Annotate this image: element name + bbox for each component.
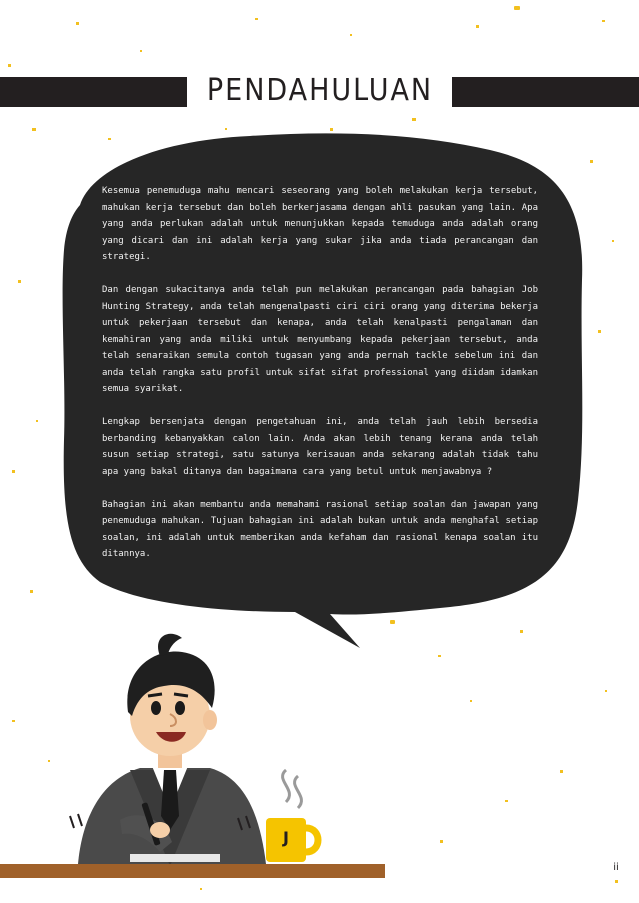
intro-text	[102, 183, 538, 579]
businessman-illustration	[60, 620, 390, 870]
paragraph: Dan dengan sukacitanya anda telah pun melakukan perancangan pada bahagian Job Hunting Strategy, anda telah mengenalpasti ciri ciri orang yang diterima bekerja untuk pekerjaan tersebut dan kenapa, anda telah kenalpasti pengalaman dan kemahiran yang anda miliki untuk menyumbang kepada pekerjaan tersebut, anda telah senaraikan semula contoh tugasan yang anda pernah tackle sebelum ini dan anda telah rangka satu profil untuk sifat sifat professional yang diidam idamkan semua syarikat.	[102, 285, 538, 394]
paragraph: Bahagian ini akan membantu anda memahami rasional setiap soalan dan jawapan yang penemuduga mahukan. Tujuan bahagian ini adalah bukan untuk anda menghafal setiap soalan, ini adalah untuk memberikan anda kefaham dan rasional kenapa soalan itu ditannya.	[102, 499, 538, 559]
paragraph: Kesemua penemuduga mahu mencari seseorang yang boleh melakukan kerja tersebut, mahukan kerja tersebut dan boleh berkerjasama dengan ahli pasukan yang lain. Apa yang anda perlukan adalah untuk menunjukkan kepada temuduga anda adalah orang yang dicari dan ini adalah kerja yang sukar jika anda tiada perancangan dan strategi.	[102, 186, 538, 262]
page-number: ii	[613, 862, 619, 873]
paragraph: Lengkap bersenjata dengan pengetahuan ini, anda telah jauh lebih bersedia berbanding kebanyakkan calon lain. Anda akan lebih tenang kerana anda telah susun setiap strategi, satu satunya kerisauan anda sekarang adalah tidak tahu apa yang bakal ditanya dan bagaimana cara yang betul untuk menjawabnya ?	[102, 417, 538, 477]
page-title: PENDAHULUAN	[206, 73, 434, 108]
desk	[0, 864, 385, 878]
mug-letter: J	[283, 828, 289, 847]
